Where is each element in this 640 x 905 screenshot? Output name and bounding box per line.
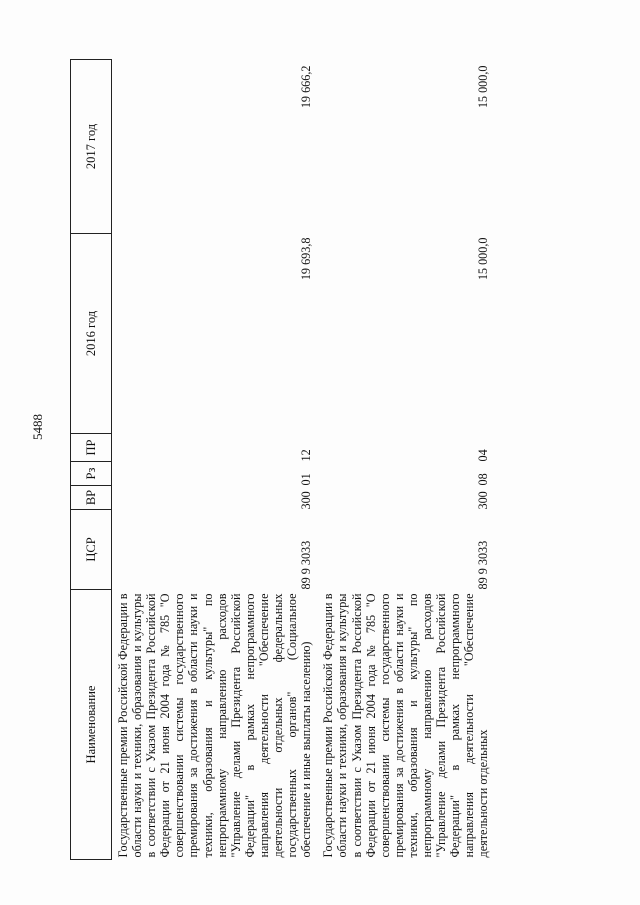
row-rz: 01 bbox=[299, 473, 314, 486]
row-rz: 08 bbox=[476, 473, 491, 486]
row-vr: 300 bbox=[476, 491, 491, 510]
row-csr: 89 9 3033 bbox=[299, 540, 314, 590]
row-pr: 12 bbox=[299, 449, 314, 462]
table-header-row bbox=[71, 60, 112, 860]
row-name: Государственные премии Российской Федерации в области науки и техники, образования и культуры в соответствии с Указом Президента Российской Федерации от 21 июня 2004 года № 785 "О совершенствовании системы государственного премирования за достижения в области науки и техники, образования и культуры" по непрограммному направлению расходов "Управление делами Президента Российской Федерации" в рамках непрограммного направления деятельности "Обеспечение деятельности отдельных bbox=[321, 593, 491, 858]
row-value-2017: 19 666,2 bbox=[299, 65, 314, 109]
row-value-2016: 19 693,8 bbox=[299, 237, 314, 281]
row-csr: 89 9 3033 bbox=[476, 540, 491, 590]
page-number: 5488 bbox=[30, 414, 45, 440]
row-name-cell bbox=[317, 590, 494, 860]
header-rz: Рз bbox=[71, 462, 112, 486]
row-value-2016: 15 000,0 bbox=[476, 237, 491, 281]
row-pr: 04 bbox=[476, 449, 491, 462]
row-value-2017: 15 000,0 bbox=[476, 65, 491, 109]
table-row bbox=[317, 60, 494, 860]
row-name: Государственные премии Российской Федерации в области науки и техники, образования и культуры в соответствии с Указом Президента Российской Федерации от 21 июня 2004 года № 785 "О совершенствовании системы государственного премирования за достижения в области науки и техники, образования и культуры" по непрограммному направлению расходов "Управление делами Президента Российской Федерации" в рамках непрограммного направления деятельности "Обеспечение деятельности отдельных федеральных государственных органов" (Социальное обеспечение и иные выплаты населению) bbox=[116, 593, 314, 858]
budget-table bbox=[70, 59, 494, 860]
header-2017: 2017 год bbox=[71, 60, 112, 234]
header-csr: ЦСР bbox=[71, 510, 112, 590]
header-name: Наименование bbox=[71, 590, 112, 860]
rotated-table-container bbox=[70, 60, 590, 860]
table-row bbox=[112, 60, 318, 860]
header-pr: ПР bbox=[71, 434, 112, 462]
header-2016: 2016 год bbox=[71, 234, 112, 434]
header-vr: ВР bbox=[71, 486, 112, 510]
row-vr: 300 bbox=[299, 491, 314, 510]
row-name-cell bbox=[112, 590, 318, 860]
